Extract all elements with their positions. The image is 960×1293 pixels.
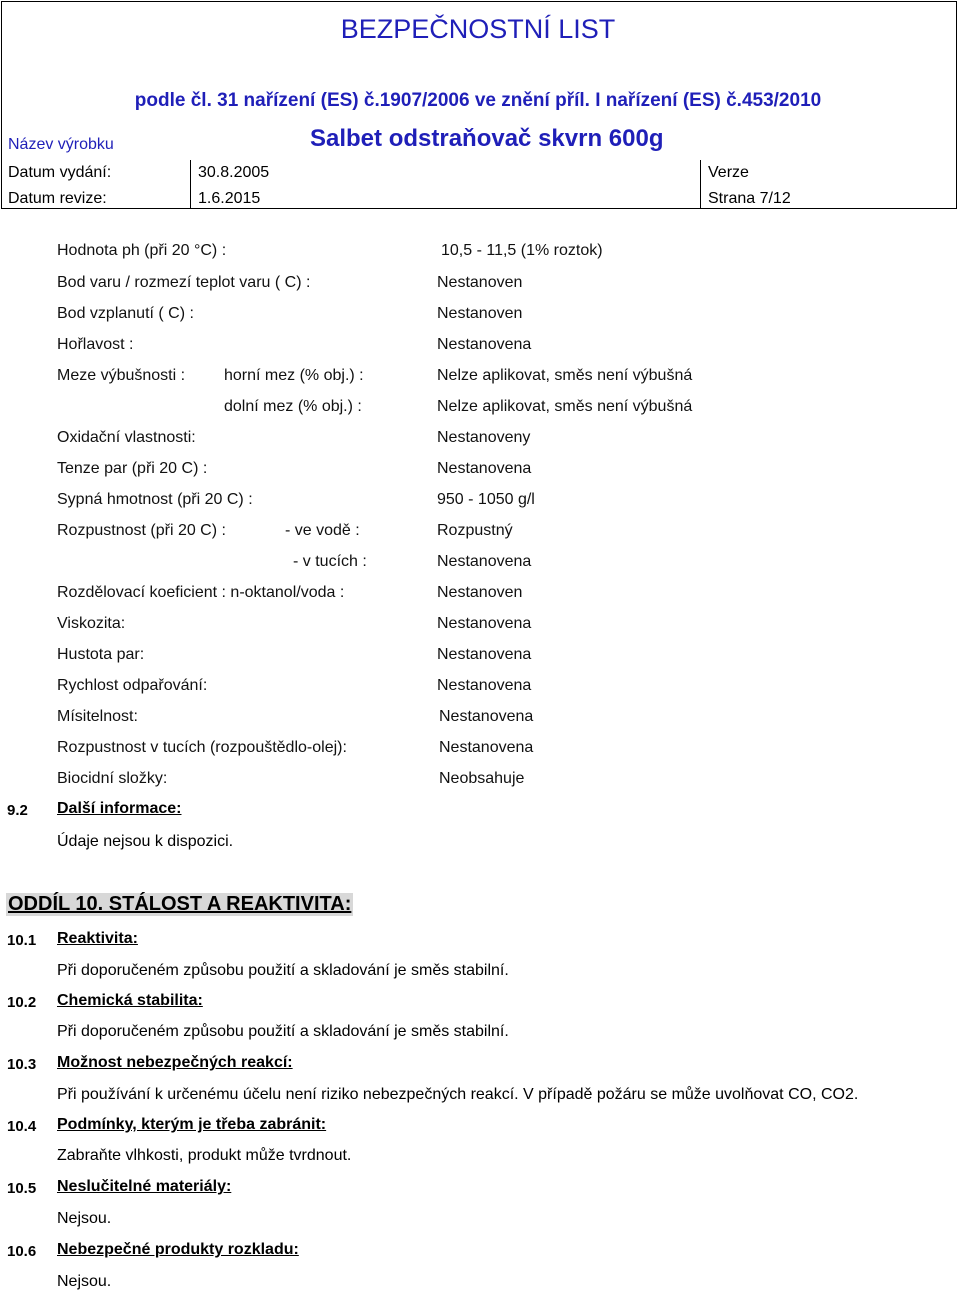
subsection-text: Nejsou.: [57, 1273, 112, 1290]
property-label: Hodnota ph (při 20 °C) :: [57, 242, 227, 259]
subsection-number: 10.1: [7, 932, 37, 949]
property-value: Nestanovena: [439, 739, 534, 756]
property-sublabel: - ve vodě :: [285, 522, 360, 539]
subsection-title: Další informace:: [57, 800, 182, 817]
property-label: Biocidní složky:: [57, 770, 168, 787]
property-label: Rozpustnost (při 20 C) :: [57, 522, 226, 539]
property-label: Mísitelnost:: [57, 708, 138, 725]
property-value: Neobsahuje: [439, 770, 525, 787]
subsection-text: Nejsou.: [57, 1210, 112, 1227]
property-label: Viskozita:: [57, 615, 126, 632]
property-label: Meze výbušnosti :: [57, 367, 186, 384]
subsection-number: 10.6: [7, 1243, 37, 1260]
revision-date-label: Datum revize:: [8, 190, 107, 207]
property-label: Tenze par (při 20 C) :: [57, 460, 208, 477]
property-value: Nestanoveny: [437, 429, 531, 446]
subsection-title: Neslučitelné materiály:: [57, 1178, 232, 1195]
subsection-number: 10.4: [7, 1118, 37, 1135]
section-heading: ODDÍL 10. STÁLOST A REAKTIVITA:: [8, 893, 352, 915]
subsection-number: 10.5: [7, 1180, 37, 1197]
property-value: Nestanovena: [437, 460, 532, 477]
subsection-title: Nebezpečné produkty rozkladu:: [57, 1241, 299, 1258]
property-label: Rozpustnost v tucích (rozpouštědlo-olej):: [57, 739, 347, 756]
property-label: Rozdělovací koeficient : n-oktanol/voda :: [57, 584, 345, 601]
property-label: Hustota par:: [57, 646, 145, 663]
header-divider: [190, 160, 191, 208]
property-label: Bod varu / rozmezí teplot varu ( C) :: [57, 274, 311, 291]
property-label: Rychlost odpařování:: [57, 677, 208, 694]
property-sublabel: dolní mez (% obj.) :: [224, 398, 362, 415]
subsection-title: Chemická stabilita:: [57, 992, 203, 1009]
property-label: Hořlavost :: [57, 336, 134, 353]
subsection-text: Při doporučeném způsobu použití a skladování je směs stabilní.: [57, 1023, 509, 1040]
property-label: Oxidační vlastnosti:: [57, 429, 196, 446]
product-label: Název výrobku: [8, 136, 114, 153]
issue-date-label: Datum vydání:: [8, 164, 112, 181]
property-value: Nestanovena: [437, 677, 532, 694]
subsection-title: Možnost nebezpečných reakcí:: [57, 1054, 293, 1071]
property-label: Bod vzplanutí ( C) :: [57, 305, 194, 322]
header-divider: [700, 160, 701, 208]
subsection-number: 10.2: [7, 994, 37, 1011]
page-number: Strana 7/12: [708, 190, 791, 207]
property-value: Nestanovena: [437, 336, 532, 353]
property-value: Nestanoven: [437, 305, 523, 322]
subsection-title: Reaktivita:: [57, 930, 138, 947]
product-name: Salbet odstraňovač skvrn 600g: [310, 125, 664, 152]
property-value: Nestanovena: [439, 708, 534, 725]
property-value: Nestanoven: [437, 274, 523, 291]
property-value: Rozpustný: [437, 522, 513, 539]
subsection-title: Podmínky, kterým je třeba zabránit:: [57, 1116, 327, 1133]
issue-date: 30.8.2005: [198, 164, 270, 181]
revision-date: 1.6.2015: [198, 190, 261, 207]
property-value: Nelze aplikovat, směs není výbušná: [437, 367, 693, 384]
subsection-text: Zabraňte vlhkosti, produkt může tvrdnout.: [57, 1147, 352, 1164]
property-sublabel: horní mez (% obj.) :: [224, 367, 364, 384]
document-title: BEZPEČNOSTNÍ LIST: [340, 14, 616, 44]
property-value: Nestanovena: [437, 646, 532, 663]
property-value: Nelze aplikovat, směs není výbušná: [437, 398, 693, 415]
subsection-number: 9.2: [7, 802, 28, 819]
property-sublabel: - v tucích :: [293, 553, 367, 570]
regulation-reference: podle čl. 31 nařízení (ES) č.1907/2006 ve znění příl. I nařízení (ES) č.453/2010: [134, 90, 822, 111]
property-value: 10,5 - 11,5 (1% roztok): [441, 242, 603, 259]
property-value: Nestanoven: [437, 584, 523, 601]
subsection-number: 10.3: [7, 1056, 37, 1073]
property-value: 950 - 1050 g/l: [437, 491, 535, 508]
subsection-text: Při doporučeném způsobu použití a skladování je směs stabilní.: [57, 962, 509, 979]
subsection-text: Při používání k určenému účelu není riziko nebezpečných reakcí. V případě požáru se může uvolňovat CO, CO2.: [57, 1086, 859, 1103]
property-value: Nestanovena: [437, 615, 532, 632]
property-label: Sypná hmotnost (při 20 C) :: [57, 491, 253, 508]
subsection-text: Údaje nejsou k dispozici.: [57, 833, 234, 850]
version-label: Verze: [708, 164, 749, 181]
property-value: Nestanovena: [437, 553, 532, 570]
